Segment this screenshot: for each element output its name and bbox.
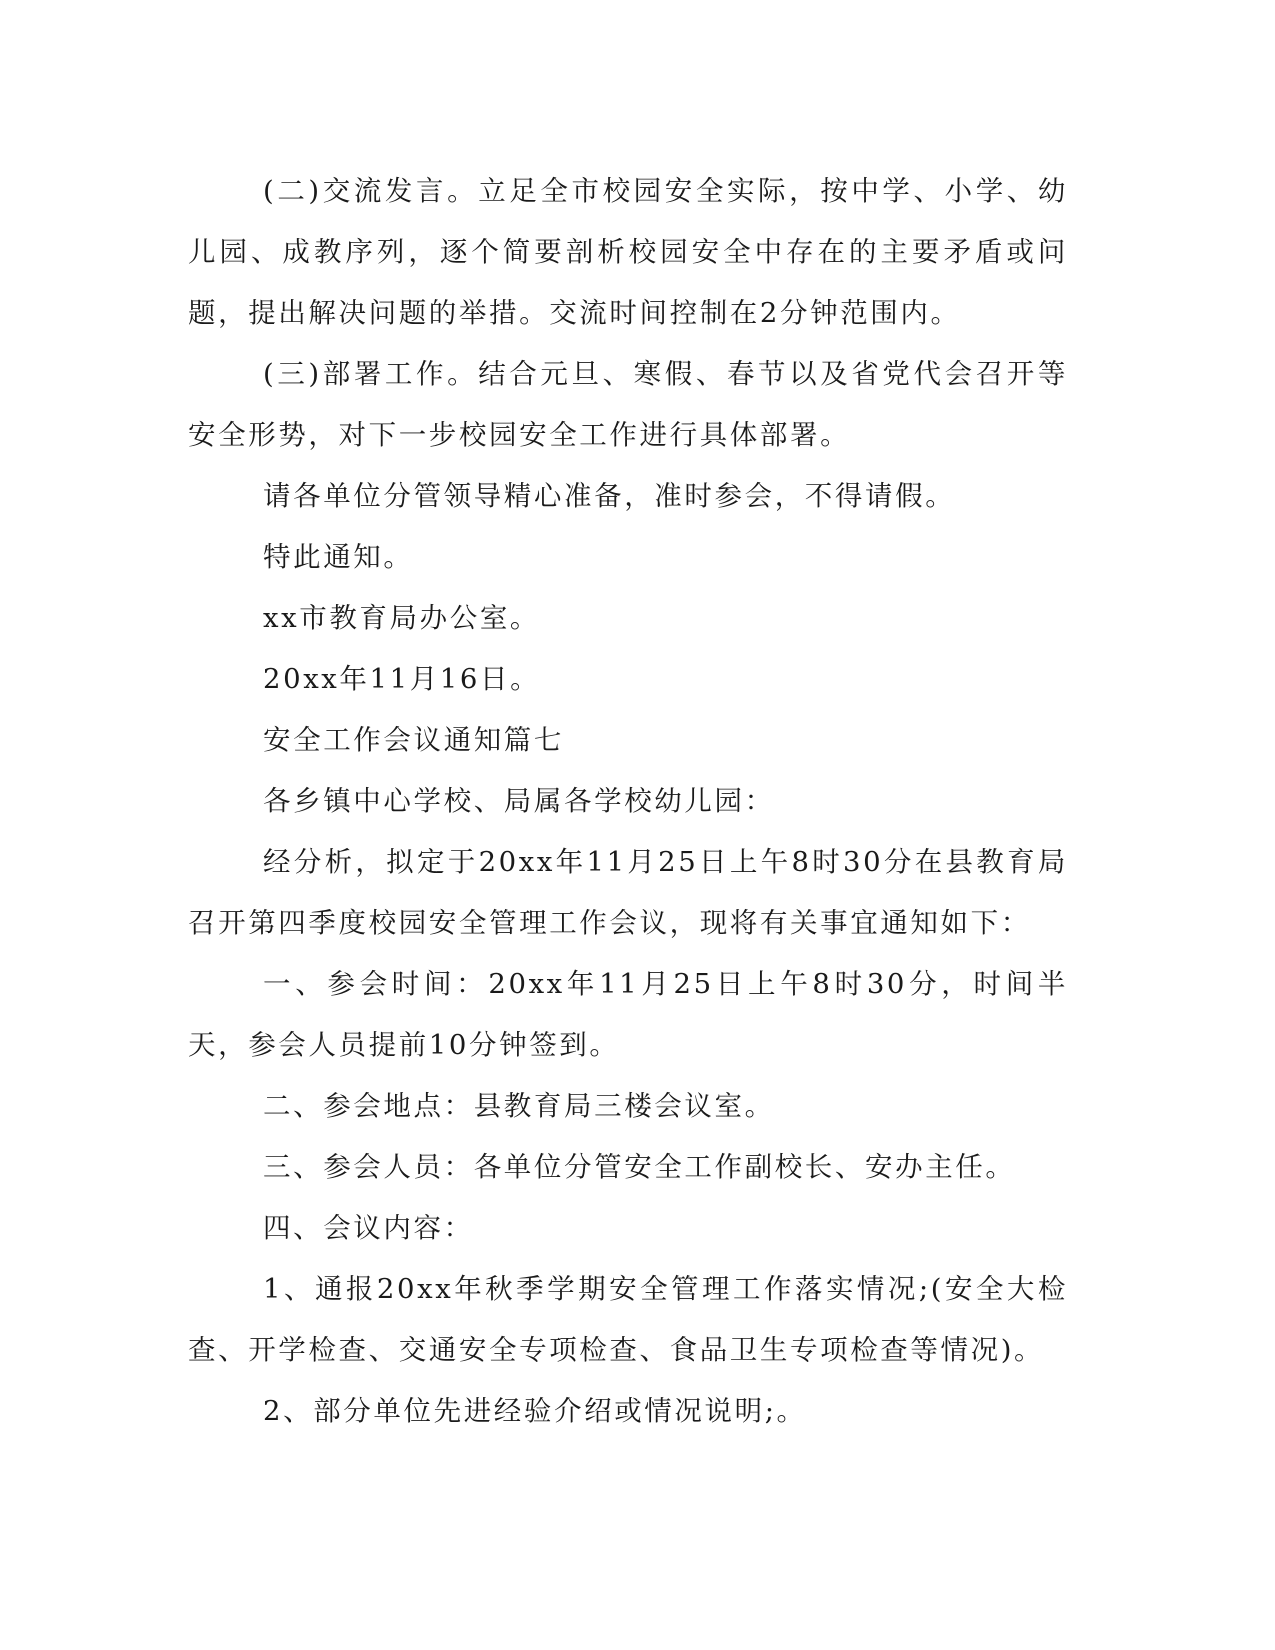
paragraph-issuer: xx市教育局办公室。: [263, 602, 541, 634]
paragraph-notice-closing: 特此通知。: [263, 541, 414, 573]
paragraph-deploy-work: (三)部署工作。结合元旦、寒假、春节以及省党代会召开等安全形势，对下一步校园安全工作进行具体部署。: [188, 358, 1068, 451]
paragraph-recipients: 各乡镇中心学校、局属各学校幼儿园：: [263, 785, 775, 817]
paragraph-meeting-place: 二、参会地点：县教育局三楼会议室。: [263, 1090, 775, 1122]
paragraph-prepare-request: 请各单位分管领导精心准备，准时参会，不得请假。: [263, 480, 956, 512]
paragraph-content-item-2: 2、部分单位先进经验介绍或情况说明;。: [263, 1395, 807, 1427]
paragraph-issue-date: 20xx年11月16日。: [263, 663, 541, 695]
paragraph-intro: 经分析，拟定于20xx年11月25日上午8时30分在县教育局召开第四季度校园安全管理工作会议，现将有关事宜通知如下：: [188, 846, 1068, 939]
paragraph-meeting-time: 一、参会时间：20xx年11月25日上午8时30分，时间半天，参会人员提前10分钟签到。: [188, 968, 1068, 1061]
section-heading: 安全工作会议通知篇七: [263, 724, 564, 756]
paragraph-exchange-speech: (二)交流发言。立足全市校园安全实际，按中学、小学、幼儿园、成教序列，逐个简要剖析校园安全中存在的主要矛盾或问题，提出解决问题的举措。交流时间控制在2分钟范围内。: [188, 175, 1068, 329]
paragraph-attendees: 三、参会人员：各单位分管安全工作副校长、安办主任。: [263, 1151, 1016, 1183]
paragraph-meeting-content: 四、会议内容：: [263, 1212, 474, 1244]
document-body: [188, 161, 1068, 1442]
paragraph-content-item-1: 1、通报20xx年秋季学期安全管理工作落实情况;(安全大检查、开学检查、交通安全专项检查、食品卫生专项检查等情况)。: [188, 1273, 1068, 1366]
